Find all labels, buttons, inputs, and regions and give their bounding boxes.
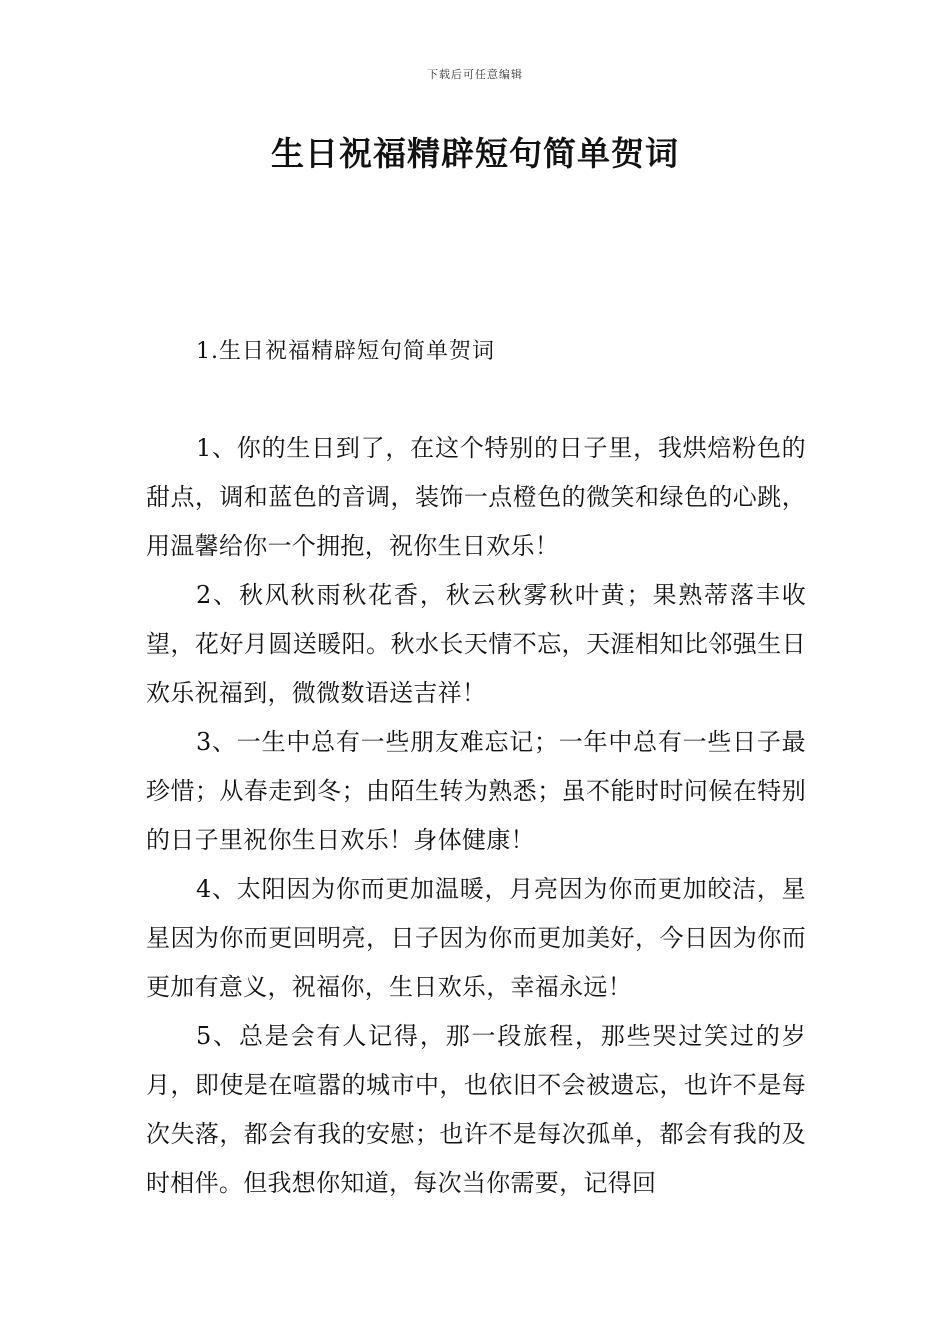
body-text (146, 424, 806, 1208)
document-title: 生日祝福精辟短句简单贺词 (271, 134, 679, 173)
paragraph-3: 3、一生中总有一些朋友难忘记；一年中总有一些日子最珍惜；从春走到冬；由陌生转为熟悉；虽不能时时问候在特别的日子里祝你生日欢乐！身体健康！ (146, 728, 806, 854)
paragraph-4: 4、太阳因为你而更加温暖，月亮因为你而更加皎洁，星星因为你而更回明亮，日子因为你而更加美好，今日因为你而更加有意义，祝福你，生日欢乐，幸福永远！ (146, 875, 806, 1001)
section-heading: 1.生日祝福精辟短句简单贺词 (196, 339, 495, 364)
paragraph-1: 1、你的生日到了，在这个特别的日子里，我烘焙粉色的甜点，调和蓝色的音调，装饰一点橙色的微笑和绿色的心跳，用温馨给你一个拥抱，祝你生日欢乐！ (146, 434, 806, 560)
paragraph-2: 2、秋风秋雨秋花香，秋云秋雾秋叶黄；果熟蒂落丰收望，花好月圆送暖阳。秋水长天情不忘，天涯相知比邻强生日欢乐祝福到，微微数语送吉祥！ (146, 581, 806, 707)
header-note: 下载后可任意编辑 (427, 68, 523, 81)
paragraph-5: 5、总是会有人记得，那一段旅程，那些哭过笑过的岁月，即使是在喧嚣的城市中，也依旧不会被遗忘，也许不是每次失落，都会有我的安慰；也许不是每次孤单，都会有我的及时相伴。但我想你知道，每次当你需要，记得回 (146, 1022, 806, 1197)
